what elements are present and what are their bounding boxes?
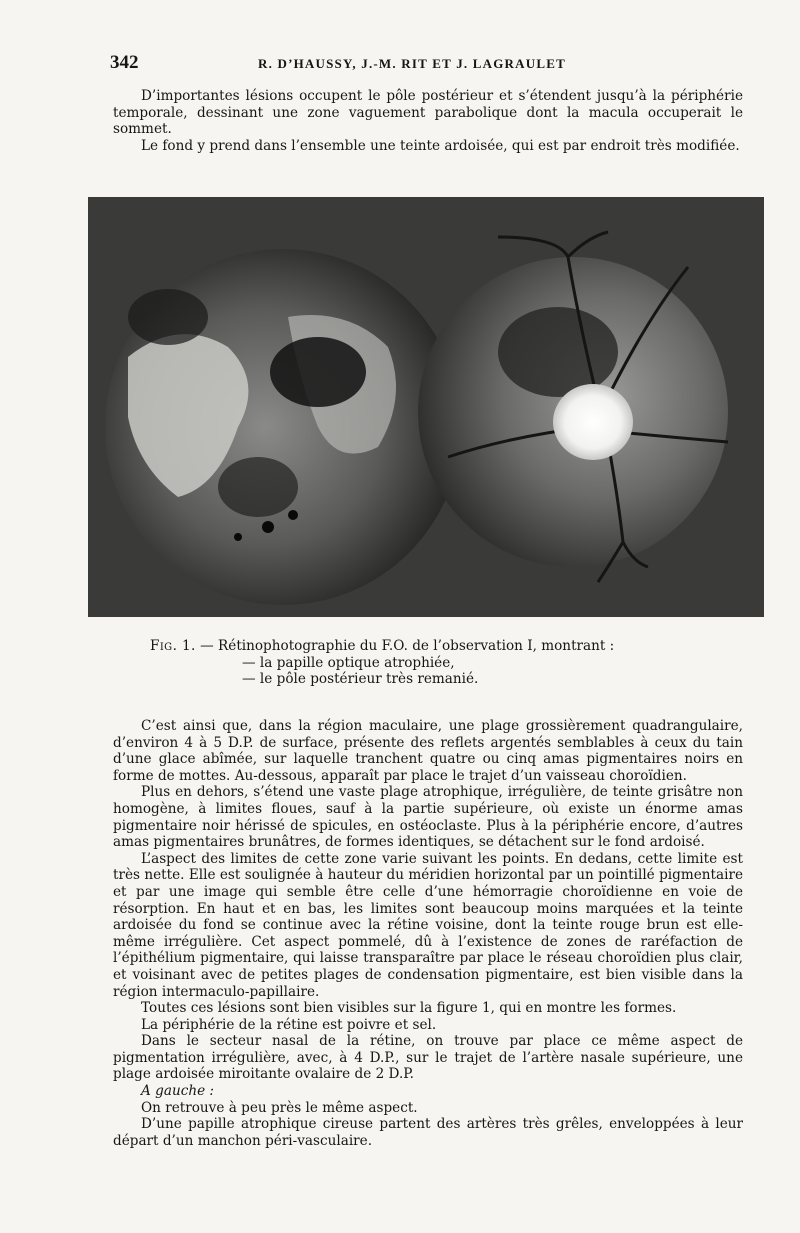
paragraph: Plus en dehors, s’étend une vaste plage atrophique, irrégulière, de teinte grisâtre non homogène, à limites floues, sauf à la partie supérieure, où existe un énorme amas pigmentaire noir hérissé de spicules, en ostéoclaste. Plus à la périphérie encore, d’autres amas pigmentaires brunâtres, de formes identiques, se détachent sur le fond ardoisé. [113,784,743,851]
paragraph: Toutes ces lésions sont bien visibles sur la figure 1, qui en montre les formes. [141,1000,677,1017]
figure-caption [150,638,750,688]
optic-disc [553,384,633,460]
paragraph: Dans le secteur nasal de la rétine, on trouve par place ce même aspect de pigmentation irrégulière, avec, à 4 D.P., sur le trajet de l’artère nasale supérieure, une plage ardoisée miroitante ovalaire de 2 D.P. [113,1033,743,1083]
intro-text [113,88,743,154]
page-number: 342 [110,52,139,73]
paragraph: La périphérie de la rétine est poivre et sel. [141,1016,437,1033]
section-heading: A gauche : [141,1083,215,1100]
paragraph: D’importantes lésions occupent le pôle postérieur et s’étendent jusqu’à la périphérie temporale, dessinant une zone vaguement parabolique dont la macula occuperait le sommet. [113,88,743,138]
main-text [113,718,743,1149]
figure-label: Fig. 1. [150,638,196,654]
caption-item: — la papille optique atrophiée, [242,654,455,671]
fundus-photo-illustration [88,197,764,617]
caption-line [150,638,750,655]
paragraph: Le fond y prend dans l’ensemble une teinte ardoisée, qui est par endroit très modifiée. [141,137,740,154]
paragraph: L’aspect des limites de cette zone varie suivant les points. En dedans, cette limite est très nette. Elle est soulignée à hauteur du méridien horizontal par un pointillé pigmentaire et par une image qui semble être celle d’une hémorragie choroïdienne en voie de résorption. En haut et en bas, les limites sont beaucoup moins marquées et la teinte ardoisée du fond se continue avec la rétine voisine, dont la teinte rouge brun est elle-même irrégulière. Cet aspect pommelé, dû à l’existence de zones de raréfaction de l’épithélium pigmentaire, qui laisse transparaître par place le réseau choroïdien plus clair, et voisinant avec de petites plages de condensation pigmentaire, est bien visible dans la région intermaculo-papillaire. [113,850,743,1000]
paragraph: D’une papille atrophique cireuse partent des artères très grêles, enveloppées à leur départ d’un manchon péri-vasculaire. [113,1116,743,1149]
paragraph: C’est ainsi que, dans la région maculaire, une plage grossièrement quadrangulaire, d’environ 4 à 5 D.P. de surface, présente des reflets argentés semblables à ceux du tain d’une glace abîmée, sur laquelle tranchent quatre ou cinq amas pigmentaires noirs en forme de mottes. Au-dessous, apparaît par place le trajet d’un vaisseau choroïdien. [113,718,743,784]
paragraph: On retrouve à peu près le même aspect. [141,1099,418,1116]
running-head: R. D’HAUSSY, J.-M. RIT ET J. LAGRAULET [258,56,566,71]
retinophotograph-figure [88,197,764,617]
caption-text: — Rétinophotographie du F.O. de l’observation I, montrant : [195,638,615,654]
caption-item: — le pôle postérieur très remanié. [242,671,479,688]
